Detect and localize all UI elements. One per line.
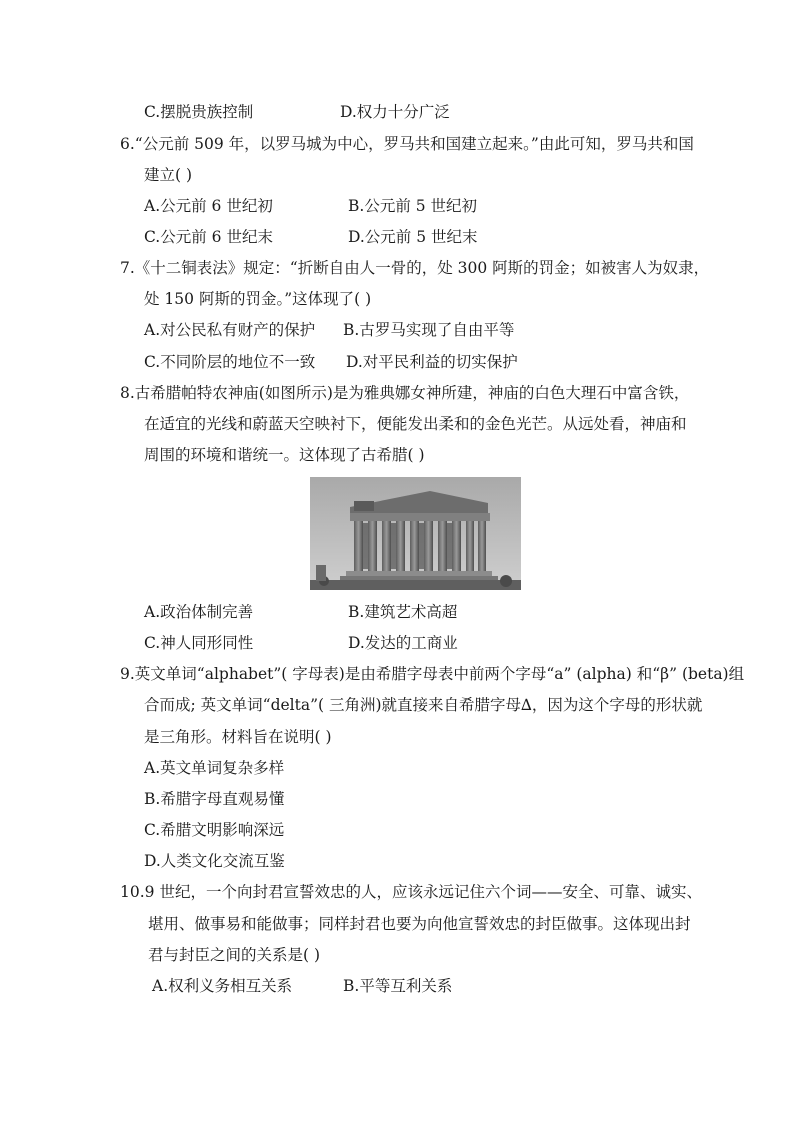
- parthenon-photo: [310, 477, 521, 590]
- q7-option-c: C.不同阶层的地位不一致: [144, 353, 316, 371]
- q6-option-c: C.公元前 6 世纪末: [144, 228, 273, 246]
- q5-option-c: C.摆脱贵族控制: [144, 103, 254, 121]
- q8-option-c: C.神人同形同性: [144, 634, 254, 652]
- q8-option-a: A.政治体制完善: [144, 603, 254, 621]
- q6-option-d: D.公元前 5 世纪末: [348, 228, 478, 246]
- q10-option-b: B.平等互利关系: [343, 977, 453, 995]
- q7-stem-line1: 7.《十二铜表法》规定：“折断自由人一骨的，处 300 阿斯的罚金；如被害人为奴隶，: [120, 259, 710, 277]
- q10-stem-line1: 10.9 世纪，一个向封君宣誓效忠的人，应该永远记住六个词——安全、可靠、诚实、: [120, 883, 702, 901]
- q8-stem-line1: 8.古希腊帕特农神庙(如图所示)是为雅典娜女神所建，神庙的白色大理石中富含铁，: [120, 384, 690, 402]
- q8-option-b: B.建筑艺术高超: [348, 603, 458, 621]
- q6-stem-line1: 6.“公元前 509 年，以罗马城为中心，罗马共和国建立起来。”由此可知，罗马共和国: [120, 135, 694, 153]
- q10-stem-line2: 堪用、做事易和能做事；同样封君也要为向他宣誓效忠的封臣做事。这体现出封: [148, 915, 691, 933]
- q7-option-b: B.古罗马实现了自由平等: [343, 321, 515, 339]
- q10-stem-line3: 君与封臣之间的关系是( ): [148, 946, 321, 964]
- q8-stem-line3: 周围的环境和谐统一。这体现了古希腊( ): [144, 446, 425, 464]
- q6-stem-line2: 建立( ): [144, 166, 193, 184]
- q9-option-b: B.希腊字母直观易懂: [144, 790, 285, 808]
- q9-option-c: C.希腊文明影响深远: [144, 821, 285, 839]
- q9-stem-line1: 9.英文单词“alphabet”( 字母表)是由希腊字母表中前两个字母“a” (alpha) 和“β” (beta)组: [120, 665, 745, 683]
- q10-option-a: A.权利义务相互关系: [152, 977, 293, 995]
- q9-option-d: D.人类文化交流互鉴: [144, 852, 285, 870]
- q7-stem-line2: 处 150 阿斯的罚金。”这体现了( ): [144, 290, 372, 308]
- q8-option-d: D.发达的工商业: [348, 634, 458, 652]
- q8-stem-line2: 在适宜的光线和蔚蓝天空映衬下，便能发出柔和的金色光芒。从远处看，神庙和: [144, 415, 687, 433]
- q7-option-d: D.对平民利益的切实保护: [346, 353, 518, 371]
- q6-option-b: B.公元前 5 世纪初: [348, 197, 478, 215]
- q7-option-a: A.对公民私有财产的保护: [144, 321, 316, 339]
- q5-option-d: D.权力十分广泛: [340, 103, 450, 121]
- q6-option-a: A.公元前 6 世纪初: [144, 197, 273, 215]
- q9-option-a: A.英文单词复杂多样: [144, 759, 285, 777]
- q9-stem-line3: 是三角形。材料旨在说明( ): [144, 728, 332, 746]
- q9-stem-line2: 合而成; 英文单词“delta”( 三角洲)就直接来自希腊字母∆，因为这个字母的形状就: [144, 696, 703, 714]
